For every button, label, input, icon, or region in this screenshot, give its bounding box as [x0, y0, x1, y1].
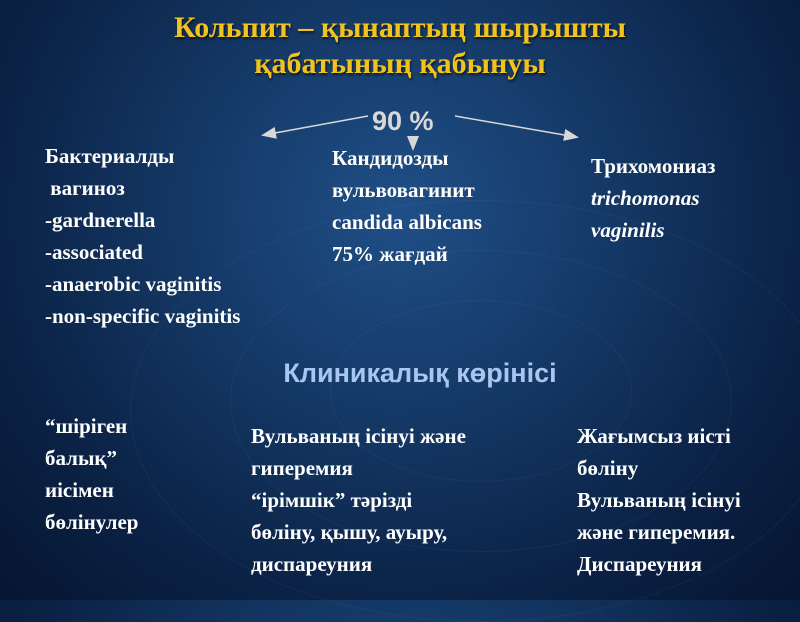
type-line: -anaerobic vaginitis — [45, 272, 222, 296]
title-line-2: қабатының қабынуы — [254, 47, 546, 80]
clinical-line: иісімен — [45, 478, 114, 502]
clinical-line: бөлінулер — [45, 510, 139, 534]
type-line: вагиноз — [45, 176, 125, 200]
clinical-line: бөліну, қышу, ауыру, — [251, 520, 448, 544]
type-line: -associated — [45, 240, 143, 264]
type-line-italic: vaginilis — [591, 218, 665, 242]
type-line: 75% жағдай — [332, 242, 448, 266]
clinical-column-3 — [577, 420, 741, 580]
clinical-line: және гиперемия. — [577, 520, 736, 544]
clinical-line: балық” — [45, 446, 117, 470]
arrow-right — [455, 116, 576, 137]
type-bacterial-vaginosis — [45, 140, 240, 332]
type-line: -gardnerella — [45, 208, 156, 232]
clinical-column-2 — [251, 420, 466, 580]
type-line: Трихомониаз — [591, 154, 716, 178]
clinical-line: “шіріген — [45, 414, 128, 438]
clinical-line: диспареуния — [251, 552, 373, 576]
type-line-italic: trichomonas — [591, 186, 700, 210]
type-trichomoniasis — [591, 150, 715, 246]
clinical-line: Вульваның ісінуі және — [251, 424, 466, 448]
clinical-line: Жағымсыз иісті — [577, 424, 731, 448]
percent-label: 90 % — [372, 106, 434, 136]
type-line: вульвовагинит — [332, 178, 475, 202]
clinical-column-1 — [45, 410, 138, 538]
arrow-left — [264, 116, 368, 135]
type-candidiasis — [332, 142, 482, 270]
clinical-line: Диспареуния — [577, 552, 703, 576]
type-line: -non-specific vaginitis — [45, 304, 241, 328]
type-line: Бактериалды — [45, 144, 175, 168]
clinical-line: гиперемия — [251, 456, 353, 480]
clinical-line: бөліну — [577, 456, 639, 480]
clinical-heading: Клиникалық көрінісі — [283, 358, 557, 388]
type-line: Кандидозды — [332, 146, 449, 170]
type-line: candida albicans — [332, 210, 482, 234]
clinical-line: “ірімшік” тәрізді — [251, 488, 413, 512]
title-line-1: Кольпит – қынаптың шырышты — [173, 11, 627, 44]
clinical-line: Вульваның ісінуі — [577, 488, 741, 512]
